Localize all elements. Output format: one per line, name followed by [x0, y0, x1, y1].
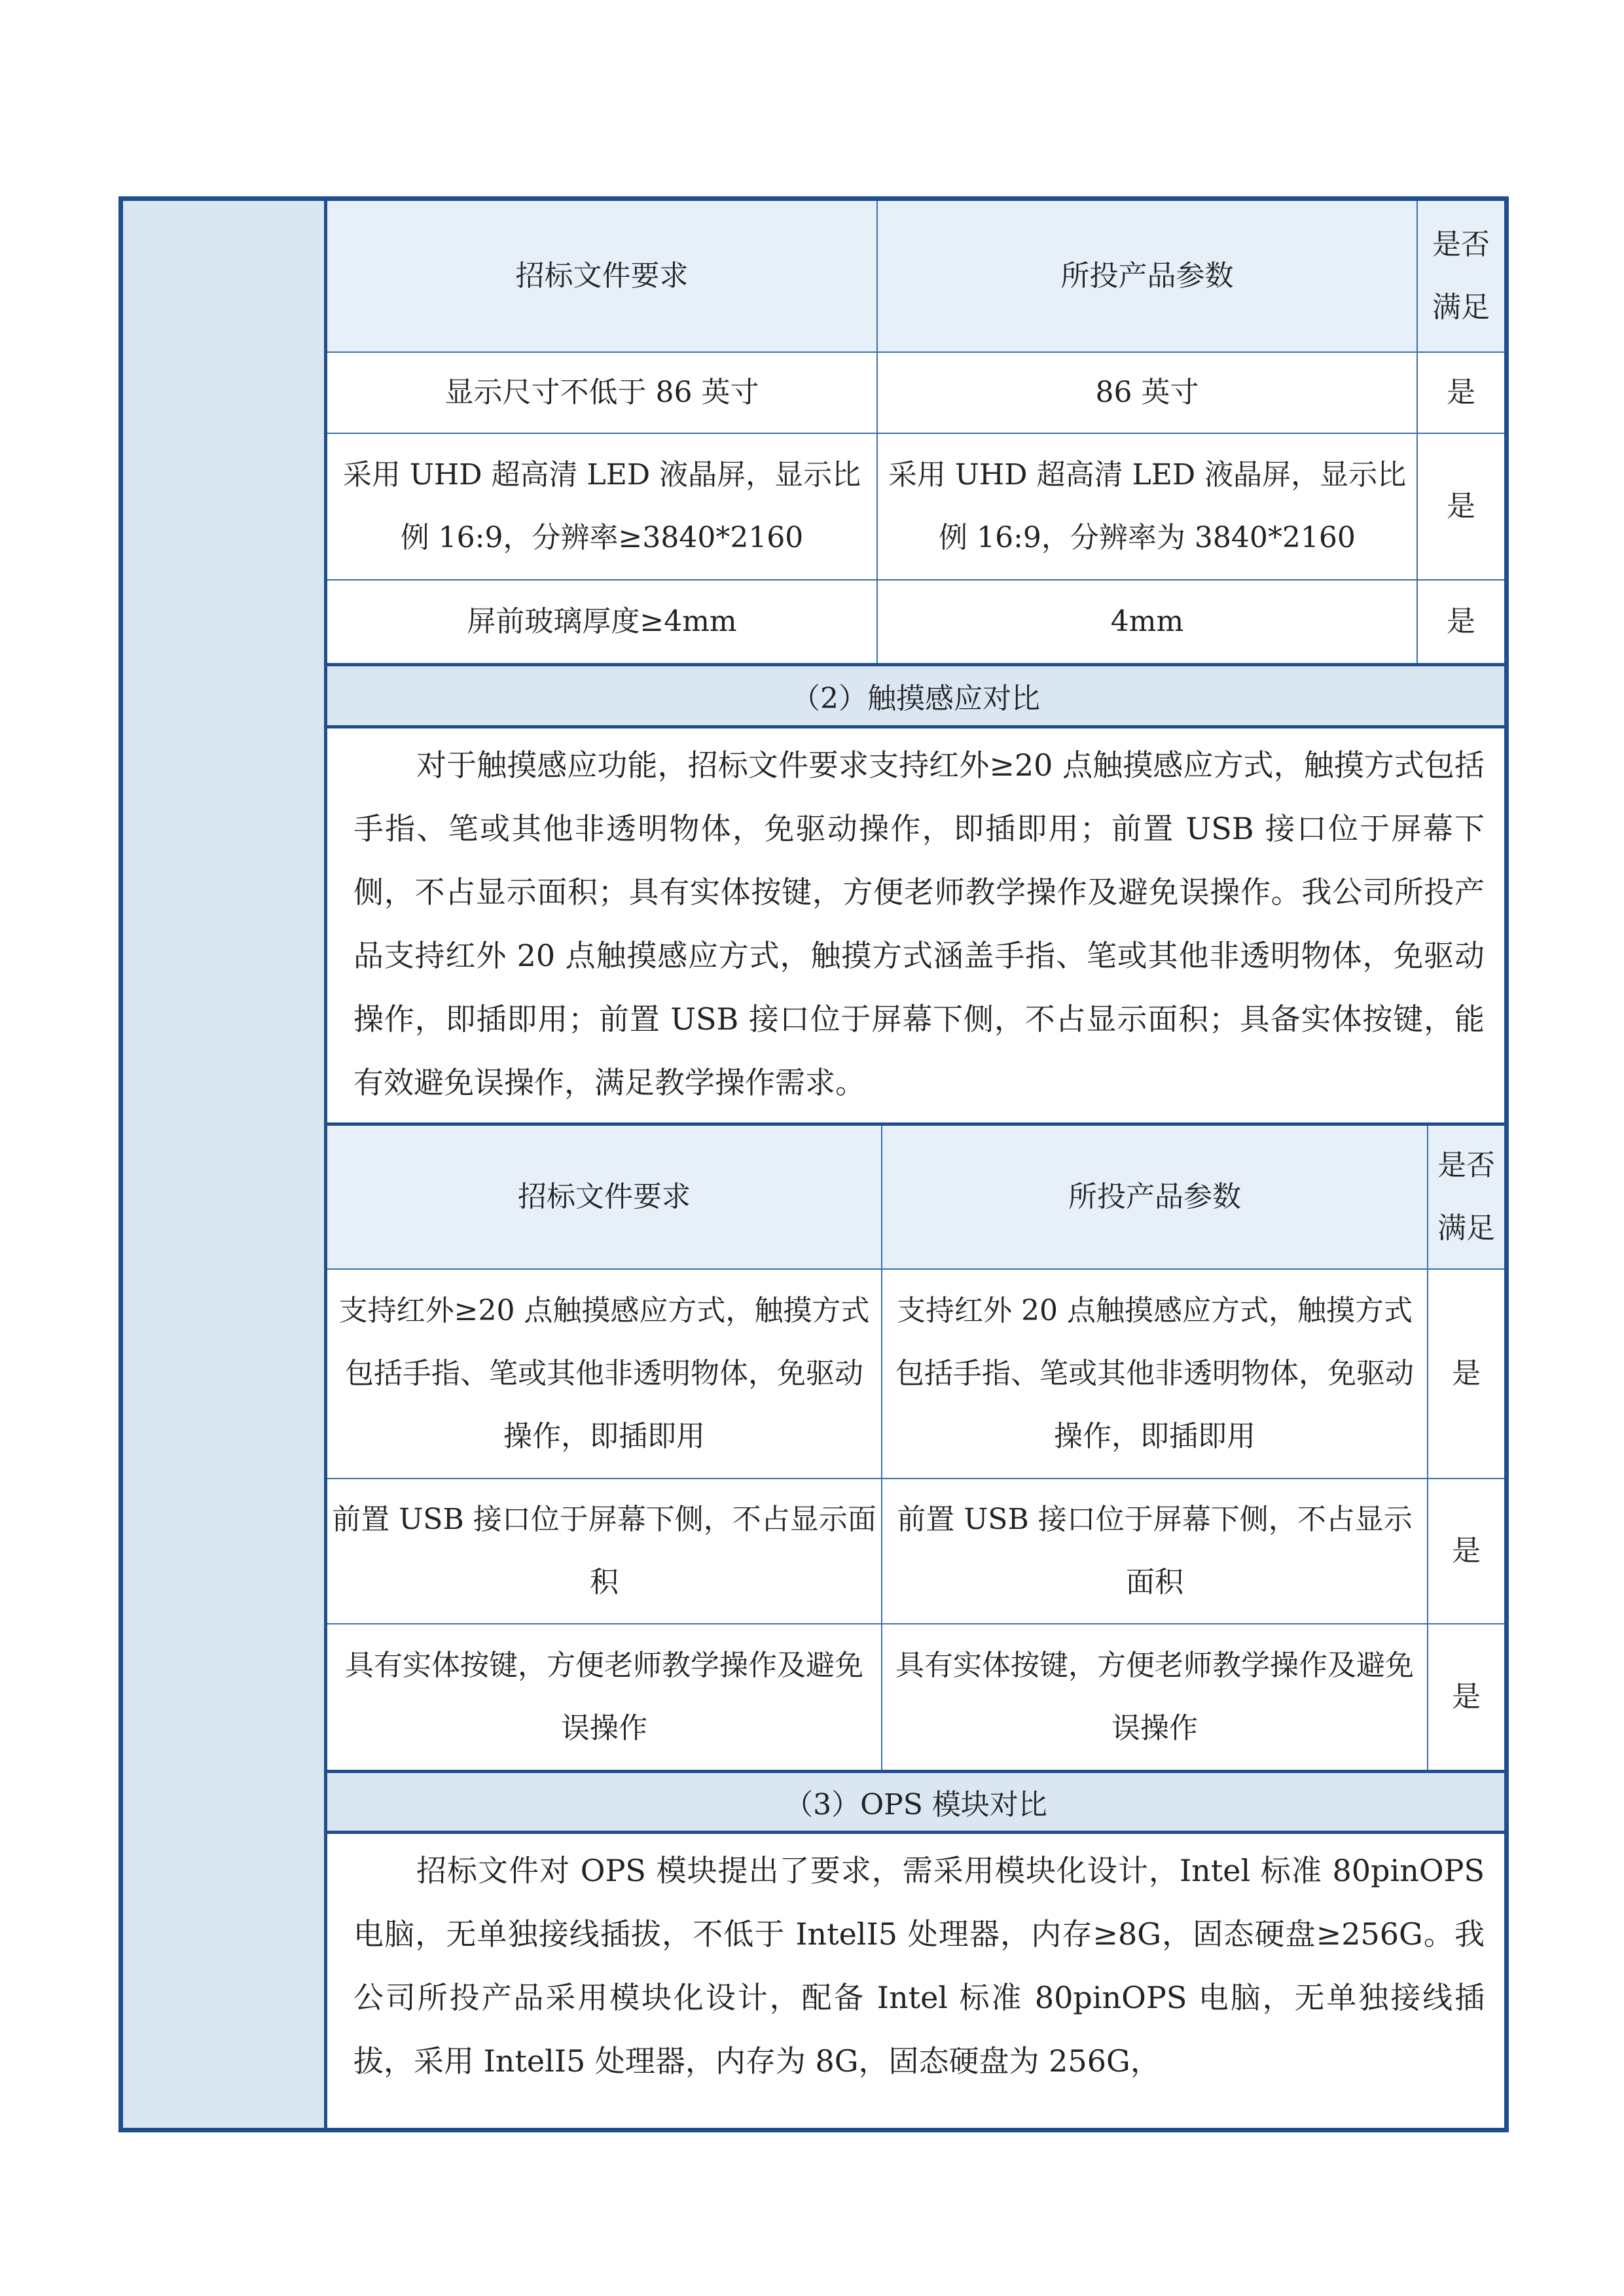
- table2-header-satisfied: 是否满足: [1437, 1149, 1495, 1245]
- table2-requirement-cell: 具有实体按键，方便老师教学操作及避免误操作: [327, 1624, 882, 1770]
- table2-requirement-cell: 支持红外≥20 点触摸感应方式，触摸方式包括手指、笔或其他非透明物体，免驱动操作，即插即用: [327, 1270, 882, 1478]
- table1-satisfied-cell: 是: [1447, 490, 1475, 523]
- table2-requirement-cell: 前置 USB 接口位于屏幕下侧，不占显示面积: [327, 1479, 882, 1623]
- section3-title: （3）OPS 模块对比: [327, 1770, 1504, 1834]
- table1-product-cell: 86 英寸: [878, 353, 1418, 433]
- table2-product-cell: 前置 USB 接口位于屏幕下侧，不占显示面积: [882, 1479, 1428, 1623]
- table-row: [327, 434, 1504, 581]
- table-row: [327, 1270, 1504, 1479]
- table2-product-cell: 支持红外 20 点触摸感应方式，触摸方式包括手指、笔或其他非透明物体，免驱动操作，即插即用: [882, 1270, 1428, 1478]
- table1-header-requirement: 招标文件要求: [327, 201, 878, 351]
- left-sidebar: [123, 201, 327, 2128]
- table-row: [327, 353, 1504, 434]
- table-row: [327, 1624, 1504, 1770]
- table1-satisfied-cell: 是: [1447, 376, 1475, 409]
- table1-requirement-cell: 屏前玻璃厚度≥4mm: [327, 581, 878, 663]
- table-row: [327, 581, 1504, 663]
- table2-header-product: 所投产品参数: [882, 1126, 1428, 1268]
- table2-product-cell: 具有实体按键，方便老师教学操作及避免误操作: [882, 1624, 1428, 1770]
- table2-header-row: [327, 1122, 1504, 1270]
- table1-requirement-cell: 采用 UHD 超高清 LED 液晶屏，显示比例 16:9，分辨率≥3840*2160: [327, 434, 878, 579]
- table2-satisfied-cell: 是: [1452, 1357, 1481, 1390]
- table1-requirement-cell: 显示尺寸不低于 86 英寸: [327, 353, 878, 433]
- table2-satisfied-cell: 是: [1452, 1680, 1481, 1713]
- section3-paragraph: 招标文件对 OPS 模块提出了要求，需采用模块化设计，Intel 标准 80pinOPS 电脑，无单独接线插拔，不低于 IntelI5 处理器，内存≥8G，固态硬盘≥256G。我公司所投产品采用模块化设计，配备 Intel 标准 80pinOPS 电脑，无单独接线插拔，采用 IntelI5 处理器，内存为 8G，固态硬盘为 256G，: [353, 1853, 1485, 2079]
- table1-header-satisfied: 是否满足: [1432, 228, 1490, 324]
- section2-title: （2）触摸感应对比: [327, 663, 1504, 728]
- table2-satisfied-cell: 是: [1452, 1534, 1481, 1568]
- section2-paragraph: 对于触摸感应功能，招标文件要求支持红外≥20 点触摸感应方式，触摸方式包括手指、笔或其他非透明物体，免驱动操作，即插即用；前置 USB 接口位于屏幕下侧，不占显示面积；具有实体按键，方便老师教学操作及避免误操作。我公司所投产品支持红外 20 点触摸感应方式，触摸方式涵盖手指、笔或其他非透明物体，免驱动操作，即插即用；前置 USB 接口位于屏幕下侧，不占显示面积；具备实体按键，能有效避免误操作，满足教学操作需求。: [353, 747, 1485, 1100]
- table1-satisfied-cell: 是: [1447, 605, 1475, 638]
- table1-product-cell: 采用 UHD 超高清 LED 液晶屏，显示比例 16:9，分辨率为 3840*2160: [878, 434, 1418, 579]
- table1-product-cell: 4mm: [878, 581, 1418, 663]
- content-area: [327, 201, 1504, 2128]
- table1-header-row: [327, 201, 1504, 353]
- table2-header-requirement: 招标文件要求: [327, 1126, 882, 1268]
- document-frame: [118, 196, 1509, 2132]
- table-row: [327, 1479, 1504, 1624]
- table1-header-product: 所投产品参数: [878, 201, 1418, 351]
